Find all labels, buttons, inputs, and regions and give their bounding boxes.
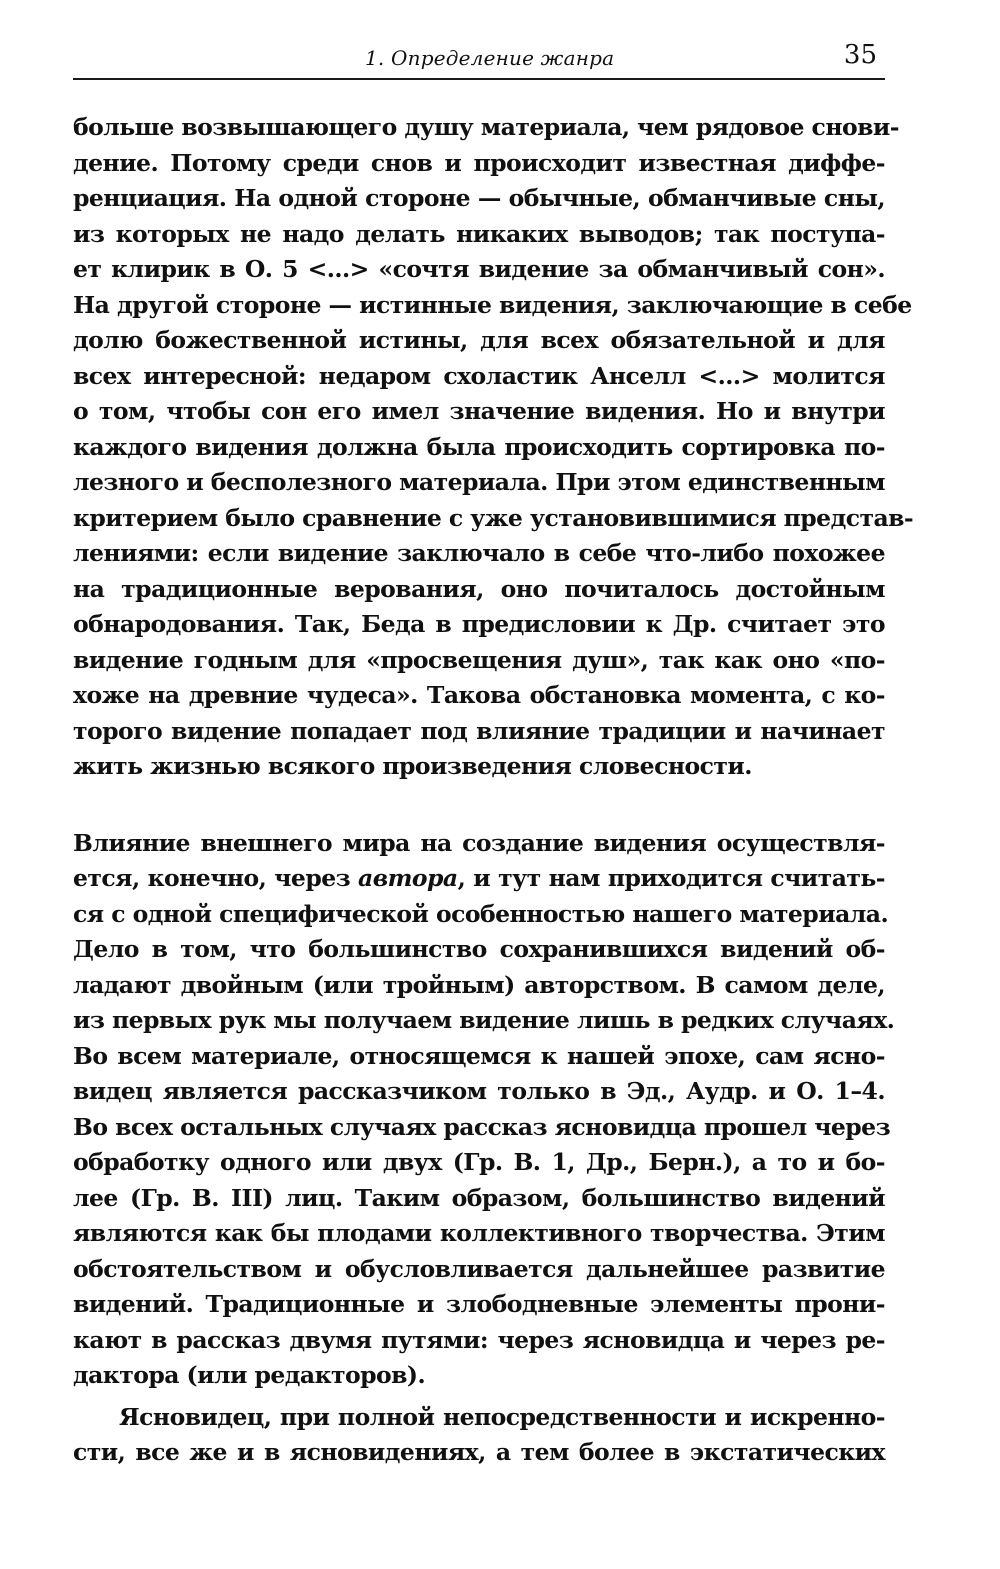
text-line: ет клирик в О. 5 <...> «сочтя видение за обманчивый сон». <box>73 255 885 283</box>
text-line: ренциация. На одной стороне — обычные, обманчивые сны, <box>73 184 885 212</box>
text-line: лениями: если видение заключало в себе что-либо похожее <box>73 539 885 567</box>
text-line: обработку одного или двух (Гр. В. 1, Др., Берн.), а то и бо- <box>73 1148 885 1176</box>
text-line: хоже на древние чудеса». Такова обстановка момента, с ко- <box>73 681 885 709</box>
paragraph-1 <box>73 110 914 785</box>
text-line: долю божественной истины, для всех обязательной и для <box>73 326 885 354</box>
text-line: Дело в том, что большинство сохранившихся видений об- <box>73 935 885 963</box>
text-line: обнародования. Так, Беда в предисловии к Др. считает это <box>73 610 885 638</box>
text-line: сти, все же и в ясновидениях, а тем более в экстатических <box>73 1438 885 1466</box>
text-line: Ясновидец, при полной непосредственности и искренно- <box>119 1402 885 1431</box>
section-gap <box>73 785 885 826</box>
text-line-with-italic <box>73 861 885 897</box>
text-line: дение. Потому среди снов и происходит известная диффе- <box>73 148 885 177</box>
text-segment: , и тут нам приходится считать- <box>457 864 885 892</box>
page-number: 35 <box>843 40 877 70</box>
running-title: 1. Определение жанра <box>365 46 615 70</box>
paragraph-2 <box>73 826 895 1394</box>
text-line: видец является рассказчиком только в Эд., Аудр. и О. 1–4. <box>73 1077 885 1105</box>
text-line: лее (Гр. В. III) лиц. Таким образом, большинство видений <box>73 1183 885 1212</box>
text-line: кают в рассказ двумя путями: через ясновидца и через ре- <box>73 1325 885 1354</box>
running-header <box>73 38 885 80</box>
text-line: критерием было сравнение с уже установившимися представ- <box>73 503 914 532</box>
text-line: обстоятельством и обусловливается дальнейшее развитие <box>73 1254 885 1283</box>
text-line: из которых не надо делать никаких выводов; так поступа- <box>73 219 885 248</box>
text-line: являются как бы плодами коллективного творчества. Этим <box>73 1219 885 1247</box>
text-line: о том, чтобы сон его имел значение видения. Но и внутри <box>73 397 885 425</box>
text-line: видение годным для «просвещения душ», так как оно «по- <box>73 645 885 674</box>
text-line: жить жизнью всякого произведения словесности. <box>73 752 752 780</box>
text-line: Влияние внешнего мира на создание видения осуществля- <box>73 828 885 857</box>
text-line: дактора (или редакторов). <box>73 1361 426 1389</box>
text-line: видений. Традиционные и злободневные элементы прони- <box>73 1290 885 1318</box>
text-line: Во всем материале, относящемся к нашей эпохе, сам ясно- <box>73 1041 885 1070</box>
text-segment: ется, конечно, через <box>73 864 359 892</box>
book-page <box>73 38 914 1471</box>
text-line: лезного и бесполезного материала. При этом единственным <box>73 468 886 496</box>
text-line: На другой стороне — истинные видения, заключающие в себе <box>73 290 912 319</box>
paragraph-3 <box>73 1400 885 1471</box>
italic-term: автора <box>358 864 458 892</box>
text-line: больше возвышающего душу материала, чем рядовое снови- <box>73 113 899 141</box>
text-line: торого видение попадает под влияние традиции и начинает <box>73 716 885 745</box>
text-line: всех интересной: недаром схоластик Анселл <...> молится <box>73 361 885 390</box>
text-line: ся с одной специфической особенностью нашего материала. <box>73 899 889 928</box>
text-line: Во всех остальных случаях рассказ ясновидца прошел через <box>73 1112 891 1141</box>
text-line: каждого видения должна была происходить сортировка по- <box>73 432 885 461</box>
text-line: ладают двойным (или тройным) авторством. В самом деле, <box>73 970 885 999</box>
body-text <box>73 110 914 1471</box>
text-line: на традиционные верования, оно почиталось достойным <box>73 574 885 603</box>
text-line: из первых рук мы получаем видение лишь в редких случаях. <box>73 1006 895 1034</box>
